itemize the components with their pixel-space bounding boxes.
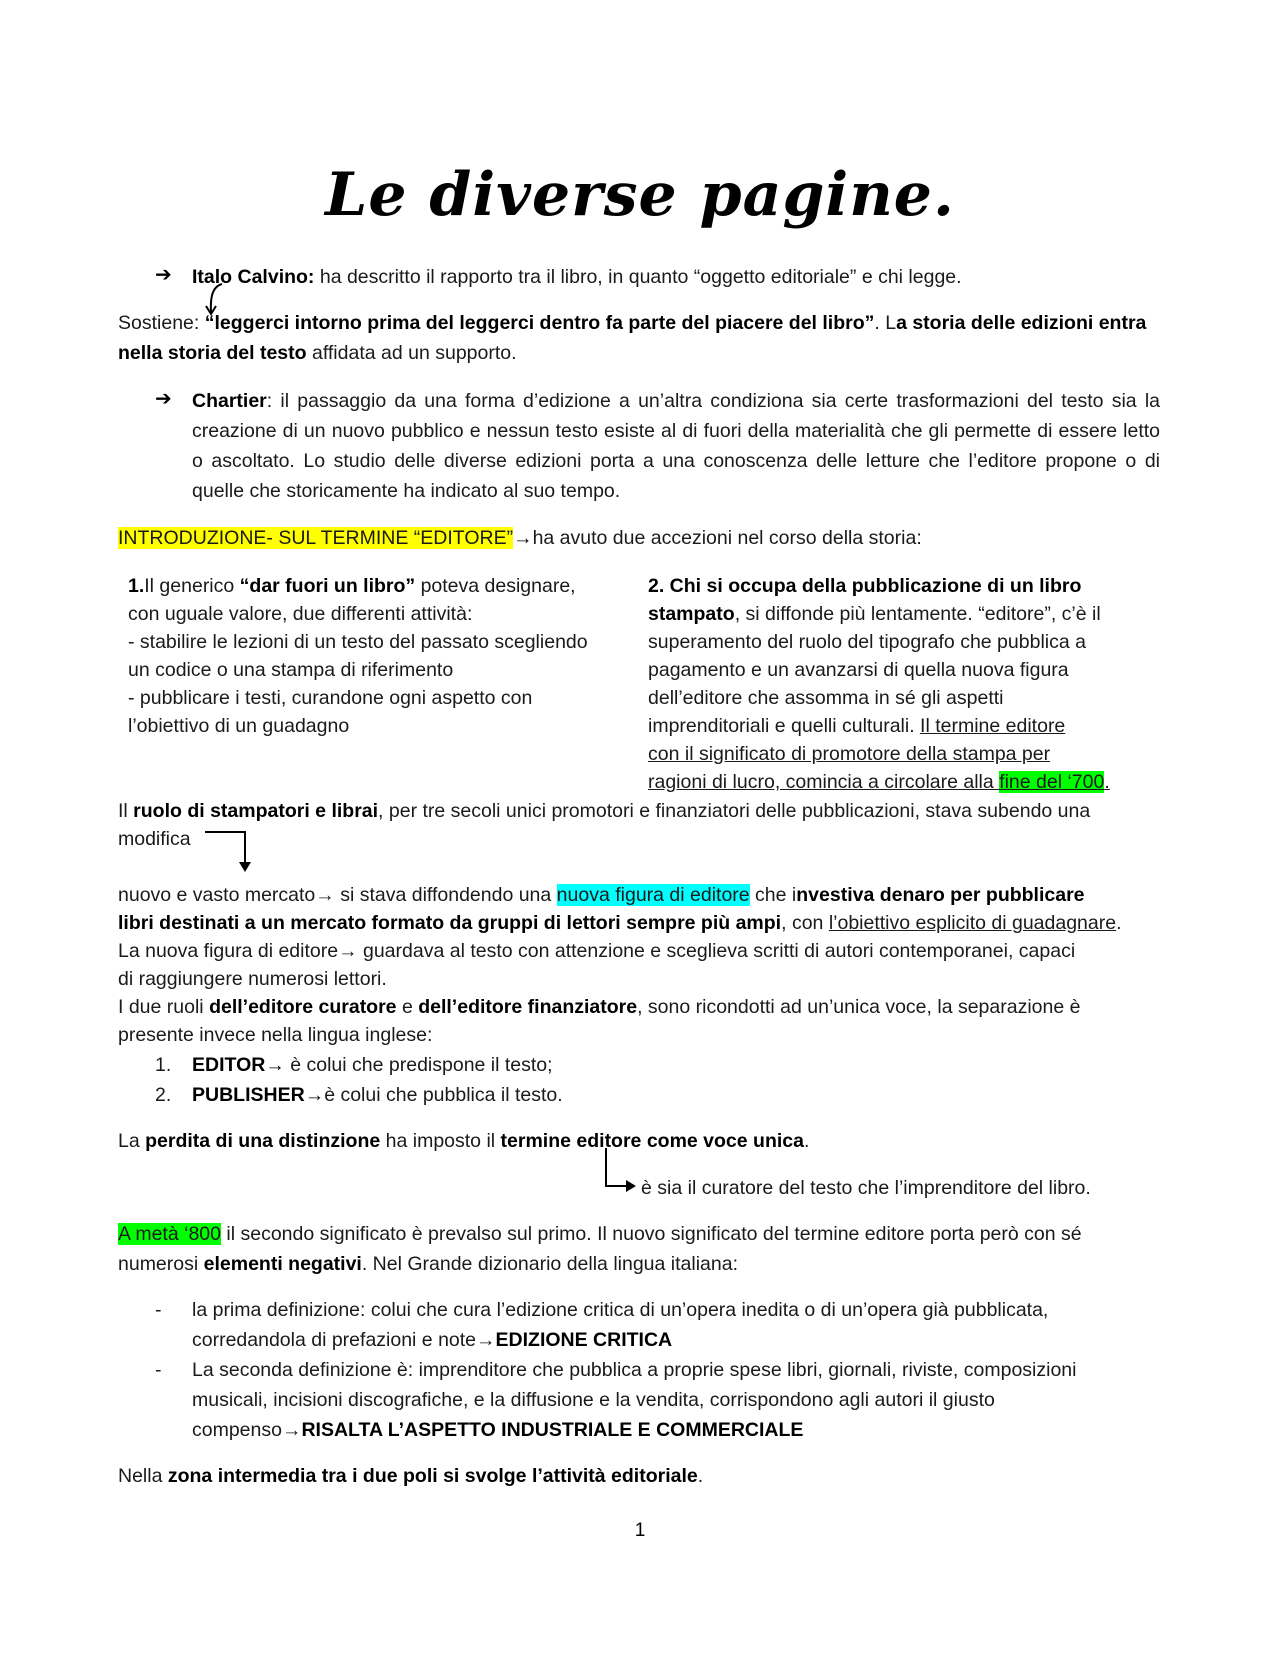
ruoli-bold-1: dell’editore curatore bbox=[209, 996, 397, 1018]
mercato-b: si stava diffondendo una bbox=[334, 884, 557, 906]
column-2 bbox=[648, 572, 1168, 796]
ruoli-line-2: presente invece nella lingua inglese: bbox=[118, 1024, 433, 1046]
def2-line-3 bbox=[192, 1415, 803, 1445]
sostiene-label: Sostiene: bbox=[118, 312, 205, 334]
zona-b: . bbox=[697, 1465, 704, 1487]
arrow-bullet-icon: ➔ bbox=[155, 264, 172, 286]
zona-bold: zona intermedia tra i due poli si svolge l’attività editoriale bbox=[167, 1465, 698, 1487]
calvino-line bbox=[192, 262, 962, 292]
list-item-bold: EDITOR bbox=[192, 1054, 266, 1076]
nuova-b: guardava al testo con attenzione e sceglieva scritti di autori contemporanei, capaci bbox=[357, 940, 1076, 962]
intro-line bbox=[118, 523, 922, 553]
mercato-underline: l’obiettivo esplicito di guadagnare bbox=[828, 912, 1117, 934]
col2-l8: ragioni di lucro, comincia a circolare alla bbox=[648, 771, 1000, 793]
def1-line-1: la prima definizione: colui che cura l’edizione critica di un’opera inedita o di un’opera già pubblicata, bbox=[192, 1299, 1049, 1321]
perdita-bold-1: perdita di una distinzione bbox=[145, 1130, 381, 1152]
page-number: 1 bbox=[634, 1520, 646, 1541]
sostiene-mid: . L bbox=[874, 312, 897, 334]
dash-bullet: - bbox=[155, 1359, 162, 1381]
col1-line-5: - pubblicare i testi, curandone ogni aspetto con bbox=[128, 687, 533, 709]
right-arrow-icon: → bbox=[338, 940, 358, 962]
def1-bold: EDIZIONE CRITICA bbox=[495, 1329, 673, 1351]
mercato-d: , con bbox=[781, 912, 829, 934]
col2-bold: stampato bbox=[648, 603, 735, 625]
perdita-a: La bbox=[118, 1130, 146, 1152]
perdita-line bbox=[118, 1126, 809, 1156]
list-item bbox=[192, 1080, 563, 1110]
sostiene-end: affidata ad un supporto. bbox=[306, 342, 517, 364]
sostiene-bold-b: nella storia del testo bbox=[118, 342, 307, 364]
def1-line-2 bbox=[192, 1325, 672, 1355]
dash-bullet: - bbox=[155, 1299, 162, 1321]
col1-line-1 bbox=[128, 572, 628, 600]
sostiene-bold-a: a storia delle edizioni entra bbox=[896, 312, 1147, 334]
col1-line-3: - stabilire le lezioni di un testo del passato scegliendo bbox=[128, 631, 588, 653]
nuova-line-2: di raggiungere numerosi lettori. bbox=[118, 968, 387, 990]
mercato-c: che i bbox=[749, 884, 797, 906]
mercato-bold-2: libri destinati a un mercato formato da gruppi di lettori sempre più ampi bbox=[118, 912, 782, 934]
mercato-a: nuovo e vasto mercato bbox=[118, 884, 316, 906]
perdita-sub: è sia il curatore del testo che l’imprenditore del libro. bbox=[641, 1177, 1091, 1199]
perdita-b: ha imposto il bbox=[380, 1130, 501, 1152]
col2-line-6 bbox=[648, 712, 1168, 740]
mercato-e: . bbox=[1116, 912, 1122, 934]
sostiene-line-1 bbox=[118, 308, 1146, 338]
col2-line-8 bbox=[648, 768, 1168, 796]
meta-a: il secondo significato è prevalso sul primo. Il nuovo significato del termine editore porta però con sé bbox=[220, 1223, 1082, 1245]
elbow-arrow-icon bbox=[604, 1148, 644, 1194]
list-item bbox=[192, 1050, 553, 1080]
intro-text: ha avuto due accezioni nel corso della storia: bbox=[532, 527, 922, 549]
col2-line-1: 2. Chi si occupa della pubblicazione di un libro bbox=[648, 575, 1082, 597]
meta-line-1 bbox=[118, 1219, 1082, 1249]
chartier-text: : il passaggio da una forma d’edizione a un’altra condiziona sia certe trasformazioni del testo sia la creazione di un nuovo pubblico e nessun testo esiste al di fuori della materialità che gli permette di essere letto o ascoltato. Lo studio delle diverse edizioni porta a una conoscenza delle letture che l’editore propone o di quelle che storicamente ha indicato al suo tempo. bbox=[192, 390, 1160, 502]
col2-l6a: imprenditoriali e quelli culturali. bbox=[648, 715, 921, 737]
ruoli-b: e bbox=[396, 996, 419, 1018]
list-item-number: 1. bbox=[155, 1054, 172, 1076]
chartier-paragraph bbox=[192, 386, 1160, 506]
col1-a: Il generico bbox=[144, 575, 240, 597]
ruolo-line-1 bbox=[118, 796, 1090, 826]
ruolo-b: , per tre secoli unici promotori e finanziatori delle pubblicazioni, stava subendo una bbox=[378, 800, 1091, 822]
col2-l2: , si diffonde più lentamente. “editore”, c’è il bbox=[734, 603, 1101, 625]
col2-highlight: fine del ‘700 bbox=[999, 771, 1105, 793]
ruolo-line-2: modifica bbox=[118, 828, 191, 850]
chartier-name: Chartier bbox=[192, 390, 267, 412]
calvino-text: ha descritto il rapporto tra il libro, in quanto “oggetto editoriale” e chi legge. bbox=[314, 266, 962, 288]
def2-l3: compenso bbox=[192, 1419, 282, 1441]
column-1 bbox=[128, 572, 628, 740]
ruoli-bold-2: dell’editore finanziatore bbox=[418, 996, 638, 1018]
meta-l2a: numerosi bbox=[118, 1253, 204, 1275]
def2-line-1: La seconda definizione è: imprenditore che pubblica a proprie spese libri, giornali, riviste, composizioni bbox=[192, 1359, 1077, 1381]
arrow-bullet-icon: ➔ bbox=[155, 388, 172, 410]
mercato-line-2 bbox=[118, 908, 1122, 938]
calvino-name: Italo Calvino: bbox=[192, 266, 315, 288]
col1-bold: “dar fuori un libro” bbox=[239, 575, 416, 597]
col2-line-5: dell’editore che assomma in sé gli aspetti bbox=[648, 687, 1004, 709]
nuova-line-1 bbox=[118, 936, 1075, 966]
col1-line-2: con uguale valore, due differenti attività: bbox=[128, 603, 473, 625]
col1-line-6: l’obiettivo di un guadagno bbox=[128, 715, 350, 737]
zona-a: Nella bbox=[118, 1465, 168, 1487]
mercato-line-1 bbox=[118, 880, 1085, 910]
meta-line-2 bbox=[118, 1249, 738, 1279]
meta-l2b: . Nel Grande dizionario della lingua italiana: bbox=[361, 1253, 738, 1275]
col1-b: poteva designare, bbox=[415, 575, 576, 597]
col2-l6u: Il termine editore bbox=[920, 715, 1066, 737]
right-arrow-icon: → bbox=[304, 1084, 325, 1106]
col1-num: 1. bbox=[128, 575, 145, 597]
sostiene-quote: “leggerci intorno prima del leggerci dentro fa parte del piacere del libro” bbox=[204, 312, 875, 334]
list-item-text: è colui che pubblica il testo. bbox=[324, 1084, 563, 1106]
meta-bold: elementi negativi bbox=[203, 1253, 362, 1275]
ruoli-c: , sono ricondotti ad un’unica voce, la separazione è bbox=[637, 996, 1081, 1018]
right-arrow-icon: → bbox=[265, 1054, 285, 1076]
col2-line-7: con il significato di promotore della stampa per bbox=[648, 743, 1051, 765]
right-arrow-icon: → bbox=[513, 527, 533, 549]
intro-highlight: INTRODUZIONE- SUL TERMINE “EDITORE” bbox=[118, 527, 514, 549]
right-arrow-icon: → bbox=[315, 884, 335, 906]
elbow-arrow-icon bbox=[205, 830, 255, 880]
col1-line-4: un codice o una stampa di riferimento bbox=[128, 659, 454, 681]
zona-line bbox=[118, 1461, 703, 1491]
col2-line-2 bbox=[648, 600, 1168, 628]
ruolo-bold: ruolo di stampatori e librai bbox=[133, 800, 379, 822]
def1-l2: corredandola di prefazioni e note bbox=[192, 1329, 477, 1351]
list-item-bold: PUBLISHER bbox=[192, 1084, 305, 1106]
mercato-highlight: nuova figura di editore bbox=[556, 884, 750, 906]
perdita-bold-2: termine editore come voce unica bbox=[500, 1130, 804, 1152]
ruoli-line-1 bbox=[118, 992, 1080, 1022]
ruoli-a: I due ruoli bbox=[118, 996, 210, 1018]
page-title: Le diverse pagine. bbox=[325, 160, 955, 230]
col2-l8end: . bbox=[1104, 771, 1110, 793]
nuova-a: La nuova figura di editore bbox=[118, 940, 339, 962]
list-item-text: è colui che predispone il testo; bbox=[284, 1054, 553, 1076]
col2-line-4: pagamento e un avanzarsi di quella nuova figura bbox=[648, 659, 1069, 681]
mercato-bold-1: nvestiva denaro per pubblicare bbox=[796, 884, 1085, 906]
list-item-number: 2. bbox=[155, 1084, 172, 1106]
right-arrow-icon: → bbox=[476, 1329, 496, 1351]
sostiene-line-2 bbox=[118, 338, 517, 368]
def2-bold: RISALTA L’ASPETTO INDUSTRIALE E COMMERCIALE bbox=[301, 1419, 804, 1441]
def2-line-2: musicali, incisioni discografiche, e la diffusione e la vendita, corrispondono agli autori il giusto bbox=[192, 1389, 995, 1411]
right-arrow-icon: → bbox=[281, 1419, 302, 1441]
col2-line-3: superamento del ruolo del tipografo che pubblica a bbox=[648, 631, 1086, 653]
meta-highlight: A metà ‘800 bbox=[118, 1223, 221, 1245]
perdita-c: . bbox=[803, 1130, 810, 1152]
ruolo-a: Il bbox=[118, 800, 134, 822]
